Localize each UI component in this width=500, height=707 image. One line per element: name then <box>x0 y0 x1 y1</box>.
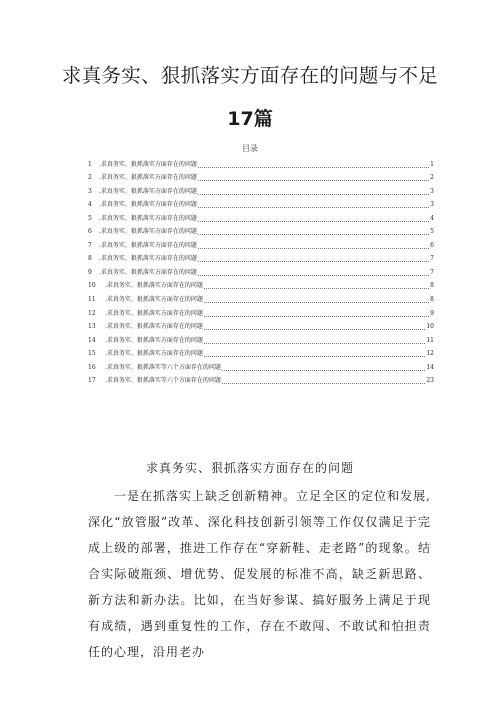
toc-entry-title: .求真务实、狠抓落实方面存在的问题 <box>105 309 203 317</box>
toc-entry[interactable] <box>88 318 434 332</box>
toc-entry-number: 2 <box>88 174 92 182</box>
toc-entry[interactable] <box>88 263 434 277</box>
toc-entry[interactable] <box>88 331 434 345</box>
toc-dot-leader <box>222 382 425 384</box>
toc-entry-number: 15 <box>88 350 96 358</box>
toc-entry-page: 23 <box>426 377 434 385</box>
toc-dot-leader <box>198 247 429 249</box>
toc-entry-page: 6 <box>430 241 434 249</box>
toc-entry-page: 2 <box>430 174 434 182</box>
toc-entry[interactable] <box>88 223 434 237</box>
toc-entry-page: 9 <box>430 309 434 317</box>
toc-entry-title: .求真务实、狠抓落实方面存在的问题 <box>99 255 197 263</box>
toc-entry-page: 8 <box>430 282 434 290</box>
toc-entry-title: .求真务实、狠抓落实方面存在的问题 <box>105 282 203 290</box>
toc-dot-leader <box>198 193 429 195</box>
toc-entry-title: .求真务实、狠抓落实方面存在的问题 <box>105 296 203 304</box>
toc-entry-title: .求真务实、狠抓落实等六个方面存在的问题 <box>105 363 221 371</box>
toc-entry-number: 9 <box>88 268 92 276</box>
toc-entry-page: 5 <box>430 228 434 236</box>
toc-entry-page: 3 <box>430 201 434 209</box>
toc-entry-number: 13 <box>88 323 96 331</box>
toc-entry-number: 17 <box>88 377 96 385</box>
toc-heading: 目录 <box>242 144 258 153</box>
toc-entry[interactable] <box>88 345 434 359</box>
toc-entry-number: 3 <box>88 187 92 195</box>
toc-entry[interactable] <box>88 155 434 169</box>
toc-entry-page: 14 <box>426 363 434 371</box>
toc-entry-page: 3 <box>430 187 434 195</box>
toc-dot-leader <box>204 287 429 289</box>
toc-dot-leader <box>198 233 429 235</box>
toc-entry-page: 4 <box>430 214 434 222</box>
toc-entry-title: .求真务实、狠抓落实等六个方面存在的问题 <box>105 377 221 385</box>
table-of-contents <box>88 155 434 385</box>
toc-entry[interactable] <box>88 290 434 304</box>
toc-dot-leader <box>198 166 429 168</box>
toc-dot-leader <box>204 301 429 303</box>
toc-entry-title: .求真务实、狠抓落实方面存在的问题 <box>99 228 197 236</box>
toc-entry-title: .求真务实、狠抓落实方面存在的问题 <box>99 201 197 209</box>
toc-entry-title: .求真务实、狠抓落实方面存在的问题 <box>99 174 197 182</box>
toc-entry-number: 5 <box>88 214 92 222</box>
toc-entry[interactable] <box>88 250 434 264</box>
toc-entry-title: .求真务实、狠抓落实方面存在的问题 <box>105 323 203 331</box>
toc-entry-number: 11 <box>88 296 96 304</box>
toc-entry[interactable] <box>88 277 434 291</box>
toc-entry-number: 16 <box>88 363 96 371</box>
toc-entry-page: 7 <box>430 255 434 263</box>
toc-entry-title: .求真务实、狠抓落实方面存在的问题 <box>105 350 203 358</box>
toc-dot-leader <box>204 355 425 357</box>
toc-dot-leader <box>204 328 425 330</box>
toc-entry-page: 11 <box>426 336 434 344</box>
document-title: 求真务实、狠抓落实方面存在的问题与不足 <box>61 64 439 87</box>
toc-entry-page: 10 <box>426 323 434 331</box>
section-heading: 求真务实、狠抓落实方面存在的问题 <box>145 461 354 475</box>
toc-dot-leader <box>198 260 429 262</box>
toc-dot-leader <box>222 369 425 371</box>
toc-entry-title: .求真务实、狠抓落实方面存在的问题 <box>99 160 197 168</box>
toc-entry[interactable] <box>88 236 434 250</box>
toc-entry-title: .求真务实、狠抓落实方面存在的问题 <box>105 336 203 344</box>
toc-dot-leader <box>198 179 429 181</box>
toc-entry-page: 1 <box>430 160 434 168</box>
toc-entry-number: 4 <box>88 201 92 209</box>
toc-entry[interactable] <box>88 182 434 196</box>
toc-dot-leader <box>204 342 425 344</box>
toc-entry[interactable] <box>88 358 434 372</box>
toc-entry-title: .求真务实、狠抓落实方面存在的问题 <box>99 268 197 276</box>
section-paragraph: 一是在抓落实上缺乏创新精神。立足全区的定位和发展,深化“放管服”改革、深化科技创新引领等工作仅仅满足于完成上级的部署，推进工作存在“穿新鞋、走老路”的现象。结合实际破瓶颈、增优势、促发展的标准不高，缺乏新思路、新方法和新办法。比如，在当好参谋、搞好服务上满足于现有成绩，遇到重复性的工作，存在不敢闯、不敢试和怕担责任的心理，沿用老办 <box>88 489 431 659</box>
toc-dot-leader <box>198 274 429 276</box>
document-subtitle: 17篇 <box>227 108 273 130</box>
toc-entry-number: 7 <box>88 241 92 249</box>
toc-entry[interactable] <box>88 169 434 183</box>
toc-entry-number: 6 <box>88 228 92 236</box>
toc-entry[interactable] <box>88 196 434 210</box>
toc-entry[interactable] <box>88 209 434 223</box>
toc-dot-leader <box>198 220 429 222</box>
toc-entry-page: 12 <box>426 350 434 358</box>
toc-entry-number: 8 <box>88 255 92 263</box>
toc-entry[interactable] <box>88 304 434 318</box>
toc-entry[interactable] <box>88 372 434 386</box>
toc-entry-title: .求真务实、狠抓落实方面存在的问题 <box>99 241 197 249</box>
toc-entry-title: .求真务实、狠抓落实方面存在的问题 <box>99 187 197 195</box>
toc-dot-leader <box>204 315 429 317</box>
toc-entry-page: 8 <box>430 296 434 304</box>
toc-entry-title: .求真务实、狠抓落实方面存在的问题 <box>99 214 197 222</box>
toc-entry-number: 10 <box>88 282 96 290</box>
toc-entry-number: 14 <box>88 336 96 344</box>
toc-entry-number: 12 <box>88 309 96 317</box>
toc-dot-leader <box>198 206 429 208</box>
toc-entry-page: 7 <box>430 268 434 276</box>
toc-entry-number: 1 <box>88 160 92 168</box>
